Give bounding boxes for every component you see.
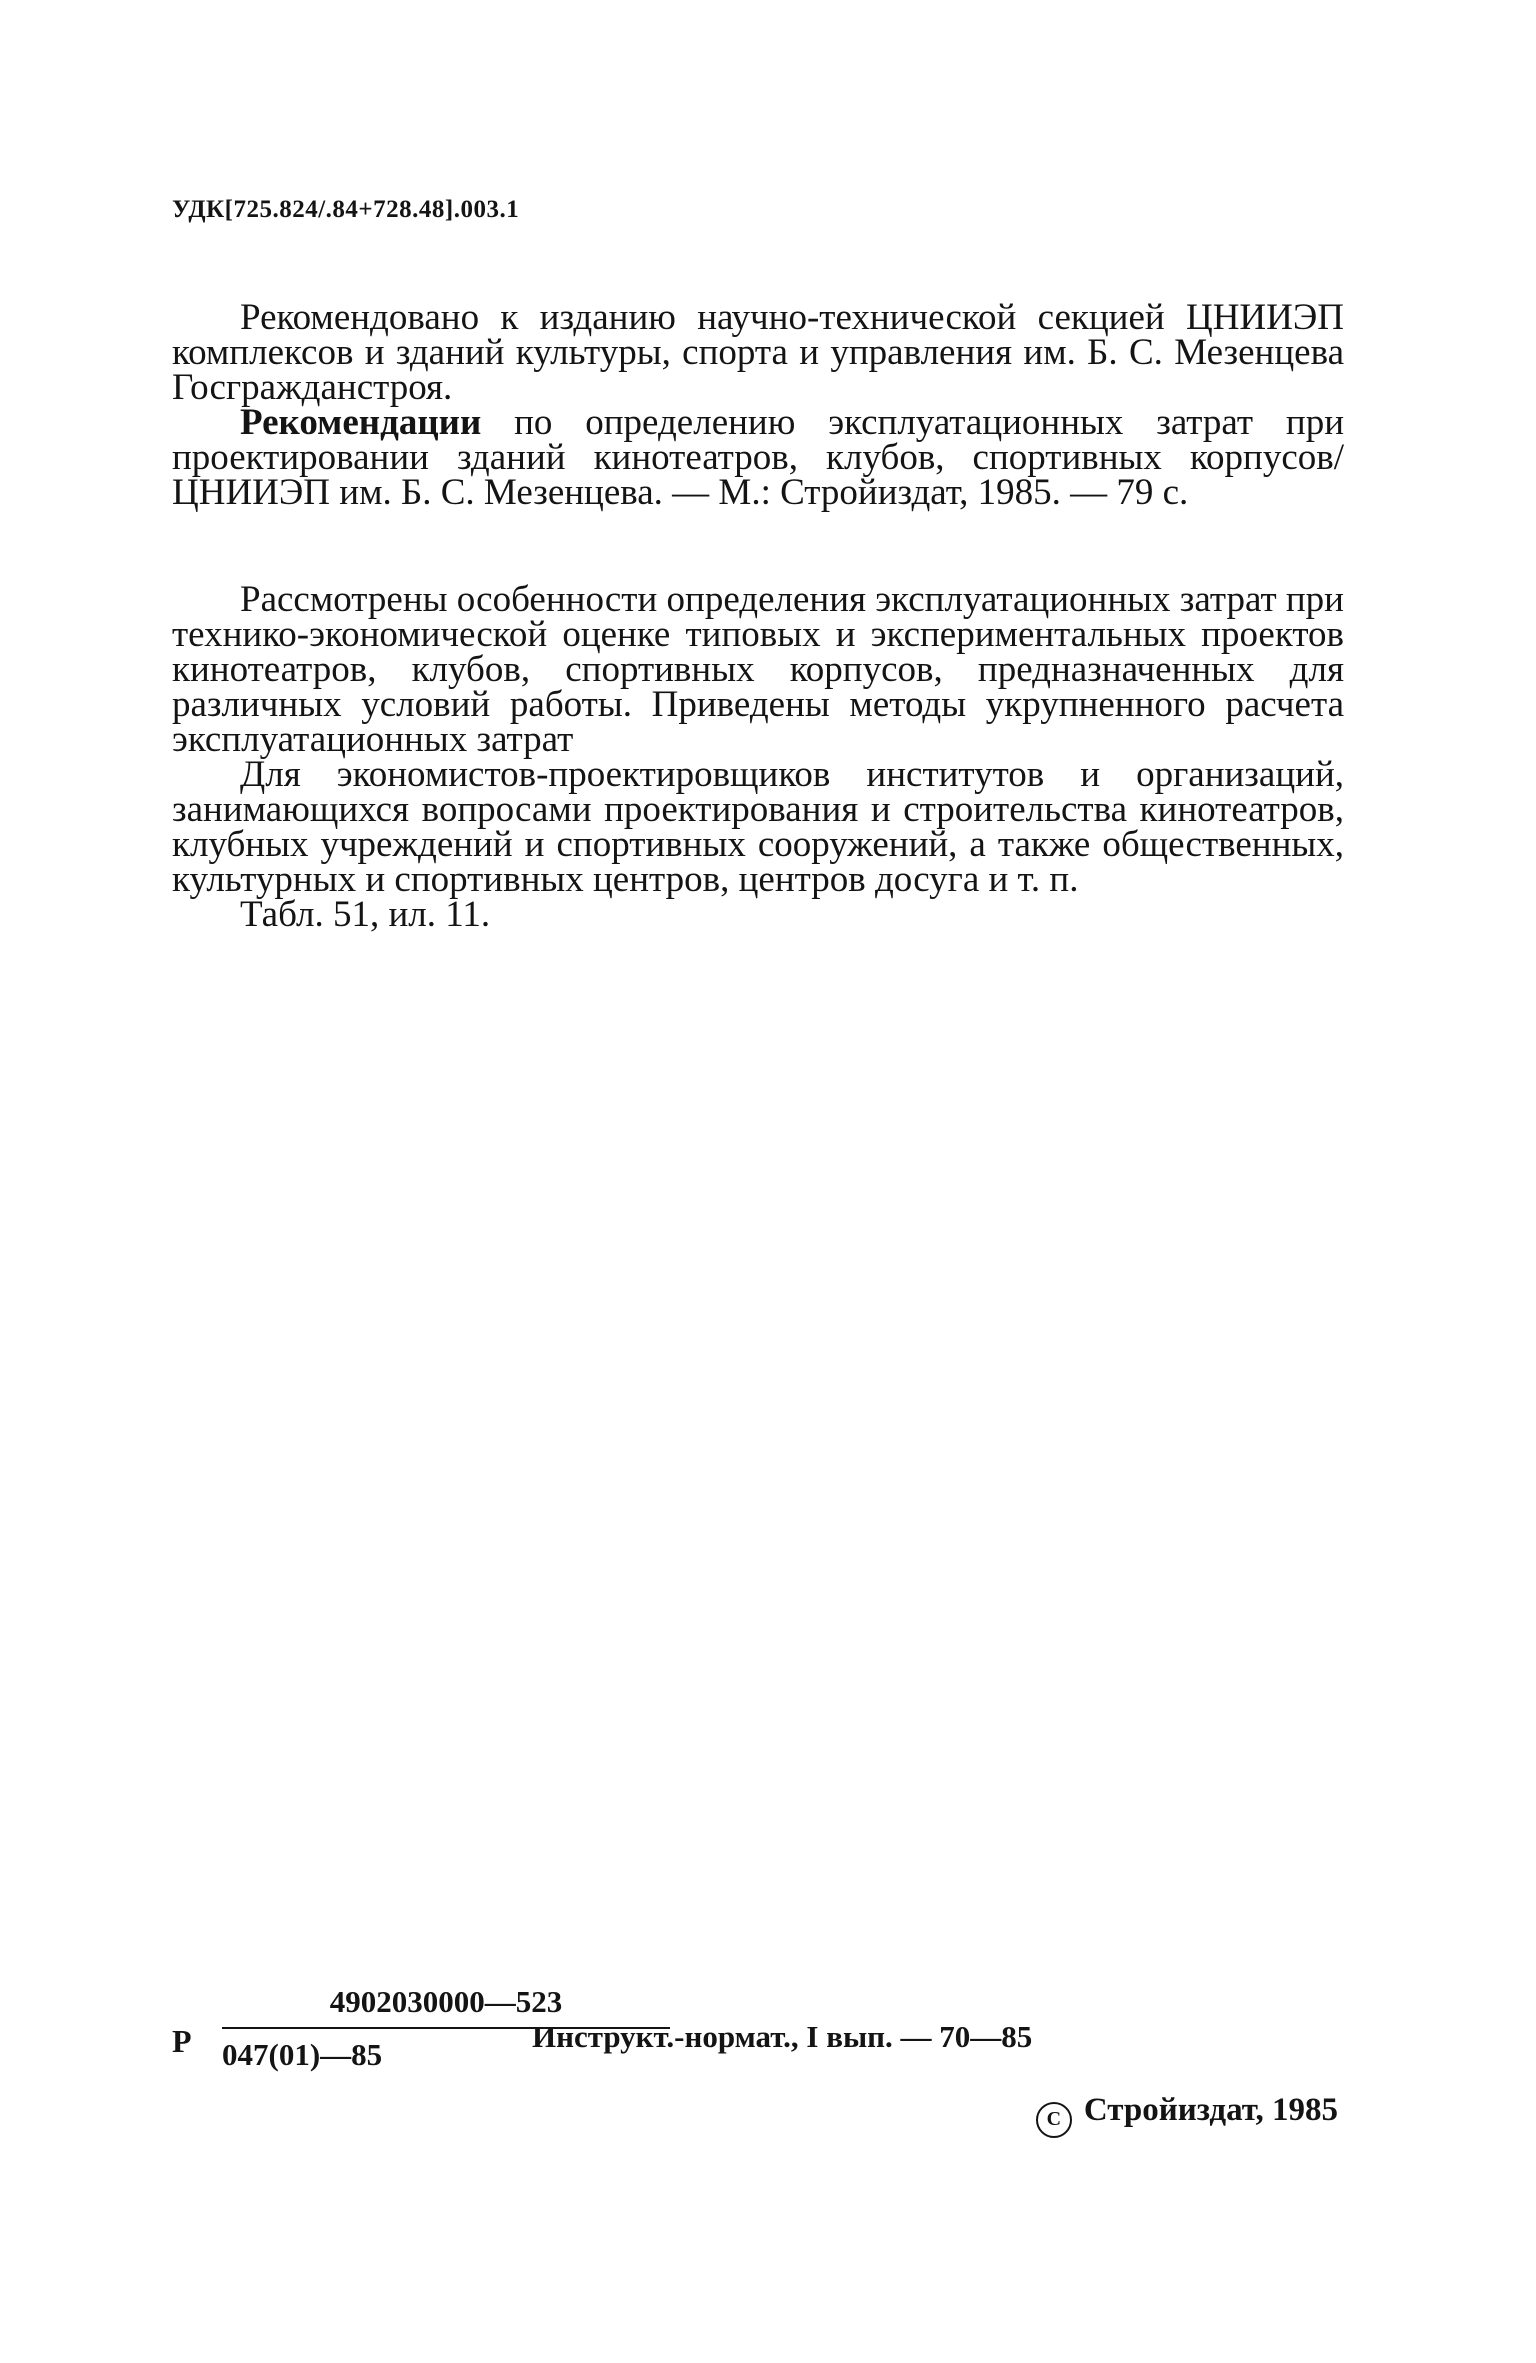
bibliographic-title-rest: по определению эксплуатационных затрат при проектировании зданий кинотеатров, клубов, спортивных корпусов/ ЦНИИЭП им. Б. С. Мезенцева. — М.: Стройиздат, 1985. — 79 с. [172, 402, 1344, 513]
copyright-icon: C [1036, 2102, 1072, 2138]
udk-code: УДК[725.824/.84+728.48].003.1 [172, 196, 520, 223]
abstract-paragraph-2: Для экономистов-проектировщиков институтов и организаций, занимающихся вопросами проектирования и строительства кинотеатров, клубных учреждений и спортивных сооружений, а также общественных, культурных и спортивных центров, центров досуга и т. п. [172, 754, 1344, 900]
recommendation-block [172, 297, 1344, 513]
bibliographic-title-bold: Рекомендации [240, 402, 482, 443]
catalog-denominator: 047(01)—85 [222, 2037, 383, 2072]
catalog-code [172, 1983, 1372, 2083]
copyright-line [1036, 2092, 1338, 2138]
catalog-letter: Р [172, 2023, 192, 2059]
catalog-numerator: 4902030000—523 [222, 1983, 670, 2029]
recommendation-note: Рекомендовано к изданию научно-технической секцией ЦНИИЭП комплексов и зданий культуры, спорта и управления им. Б. С. Мезенцева Госгражданстроя. [172, 297, 1344, 408]
catalog-instruction: Инструкт.-нормат., I вып. — 70—85 [532, 2019, 1033, 2054]
bibliographic-record [172, 402, 1344, 513]
abstract-paragraph-3: Табл. 51, ил. 11. [240, 894, 491, 935]
abstract-block [172, 579, 1344, 935]
copyright-text: Стройиздат, 1985 [1083, 2092, 1338, 2128]
abstract-paragraph-1: Рассмотрены особенности определения эксплуатационных затрат при технико-экономической оценке типовых и экспериментальных проектов кинотеатров, клубов, спортивных корпусов, предназначенных для различных условий работы. Приведены методы укрупненного расчета эксплуатационных затрат [172, 579, 1344, 760]
